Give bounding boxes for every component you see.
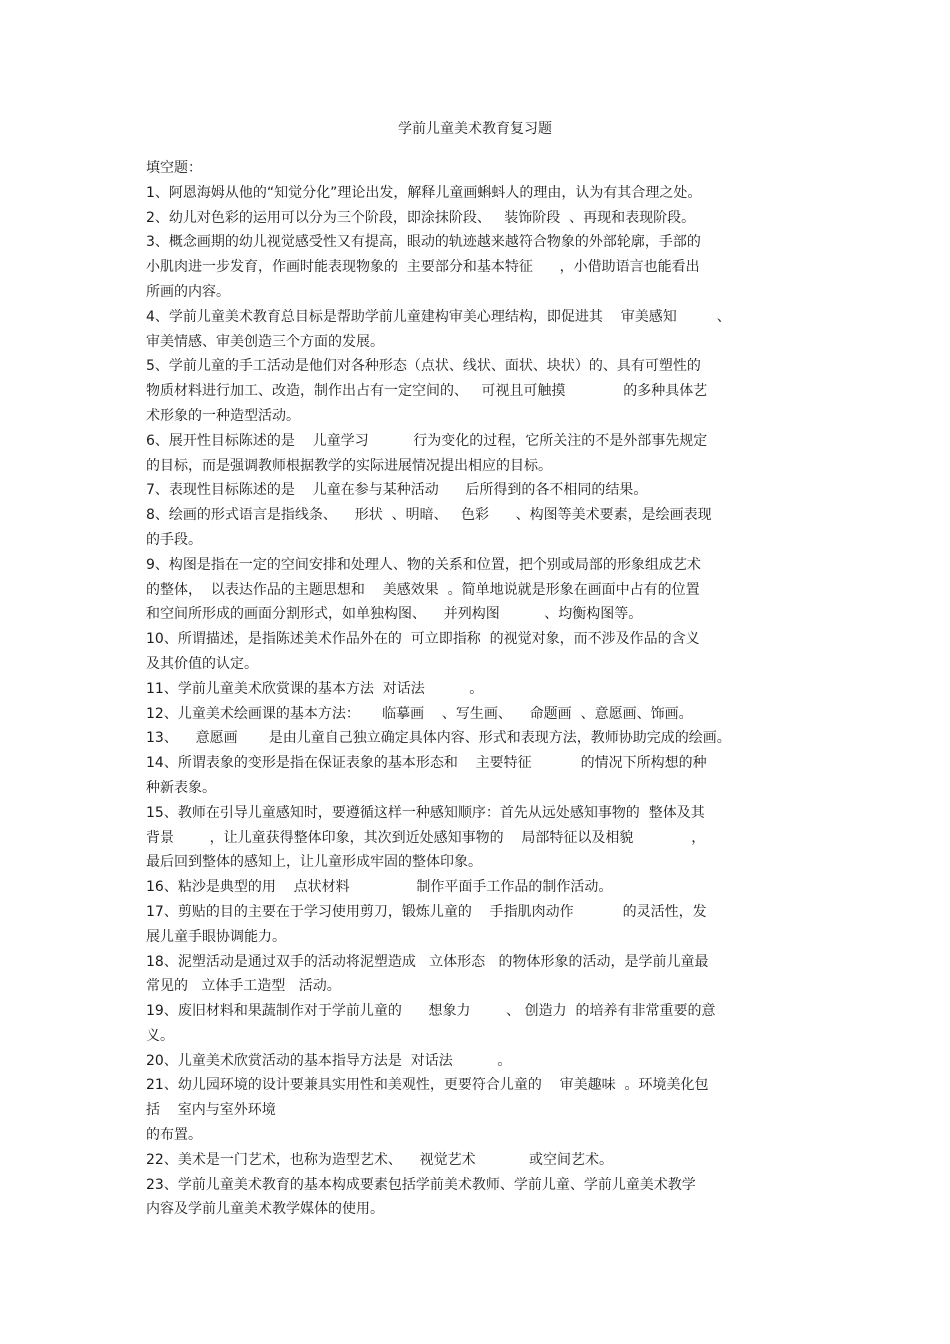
question-text-line: 术形象的一种造型活动。: [146, 407, 300, 424]
document-body: [146, 156, 826, 1222]
question-text-line: 16、粘沙是典型的用 点状材料 制作平面手工作品的制作活动。: [146, 879, 613, 896]
question-text-line: 小肌肉进一步发育，作画时能表现物象的 主要部分和基本特征 ，小借助语言也能看出: [146, 259, 700, 276]
question-text-line: 括 室内与室外环境: [146, 1102, 276, 1119]
question-text-line: 6、展开性目标陈述的是 儿童学习 行为变化的过程，它所关注的不是外部事先规定: [146, 432, 708, 449]
question-text-line: 最后回到整体的感知上，让儿童形成牢固的整体印象。: [146, 854, 482, 871]
question-text-line: 17、剪贴的目的主要在于学习使用剪刀，锻炼儿童的 手指肌肉动作 的灵活性，发: [146, 903, 707, 920]
question-text-line: 19、废旧材料和果蔬制作对于学前儿童的 想象力 、 创造力 的培养有非常重要的意: [146, 1003, 716, 1020]
question-text-line: 的布置。: [146, 1127, 202, 1144]
question-text-line: 10、所谓描述，是指陈述美术作品外在的 可立即指称 的视觉对象，而不涉及作品的含义: [146, 631, 700, 648]
question-text-line: 所画的内容。: [146, 283, 230, 300]
question-item: [146, 1148, 826, 1173]
question-item: [146, 305, 826, 355]
question-text-line: 21、幼儿园环境的设计要兼具实用性和美观性，更要符合儿童的 审美趣味 。环境美化包: [146, 1077, 709, 1094]
question-text-line: 审美情感、审美创造三个方面的发展。: [146, 333, 384, 350]
question-item: [146, 206, 826, 231]
question-item: [146, 627, 826, 677]
section-label: 填空题：: [146, 160, 202, 176]
question-text-line: 23、学前儿童美术教育的基本构成要素包括学前美术教师、学前儿童、学前儿童美术教学: [146, 1176, 696, 1193]
question-text-line: 种新表象。: [146, 779, 216, 796]
question-text-line: 的整体， 以表达作品的主题思想和 美感效果 。简单地说就是形象在画面中占有的位置: [146, 581, 700, 598]
question-text-line: 的手段。: [146, 531, 202, 548]
question-item: [146, 354, 826, 428]
question-item: [146, 1173, 826, 1223]
question-item: [146, 801, 826, 875]
question-text-line: 展儿童手眼协调能力。: [146, 928, 286, 945]
question-text-line: 和空间所形成的画面分割形式，如单独构图、 并列构图 、均衡构图等。: [146, 606, 643, 623]
question-text-line: 2、幼儿对色彩的运用可以分为三个阶段，即涂抹阶段、 装饰阶段 、再现和表现阶段。: [146, 209, 696, 226]
question-item: [146, 230, 826, 304]
question-text-line: 3、概念画期的幼儿视觉感受性又有提高，眼动的轨迹越来越符合物象的外部轮廓，手部的: [146, 234, 701, 251]
question-item: [146, 181, 826, 206]
page-title: 学前儿童美术教育复习题: [398, 121, 552, 137]
question-text-line: 物质材料进行加工、改造，制作出占有一定空间的、 可视且可触摸 的多种具体艺: [146, 383, 708, 400]
question-text-line: 及其价值的认定。: [146, 655, 258, 672]
question-text-line: 内容及学前儿童美术教学媒体的使用。: [146, 1201, 384, 1218]
question-text-line: 14、所谓表象的变形是指在保证表象的基本形态和 主要特征 的情况下所构想的种: [146, 755, 707, 772]
question-item: [146, 751, 826, 801]
question-text-line: 1、阿恩海姆从他的“知觉分化”理论出发，解释儿童画蝌蚪人的理由，认为有其合理之处。: [146, 184, 702, 201]
question-text-line: 9、构图是指在一定的空间安排和处理人、物的关系和位置，把个别或局部的形象组成艺术: [146, 556, 701, 573]
question-item: [146, 553, 826, 627]
question-item: [146, 900, 826, 950]
question-item: [146, 999, 826, 1049]
question-item: [146, 478, 826, 503]
question-text-line: 5、学前儿童的手工活动是他们对各种形态（点状、线状、面状、块状）的、具有可塑性的: [146, 358, 701, 375]
question-item: [146, 875, 826, 900]
question-text-line: 13、 意愿画 是由儿童自己独立确定具体内容、形式和表现方法，教师协助完成的绘画。: [146, 730, 731, 747]
question-text-line: 22、美术是一门艺术，也称为造型艺术、 视觉艺术 或空间艺术。: [146, 1151, 614, 1168]
question-item: [146, 702, 826, 727]
question-text-line: 12、儿童美术绘画课的基本方法： 临摹画 、写生画、 命题画 、意愿画、饰画。: [146, 705, 693, 722]
question-item: [146, 677, 826, 702]
question-text-line: 8、绘画的形式语言是指线条、 形状 、明暗、 色彩 、构图等美术要素，是绘画表现: [146, 507, 712, 524]
question-item: [146, 429, 826, 479]
question-text-line: 11、学前儿童美术欣赏课的基本方法 对话法 。: [146, 680, 484, 697]
question-text-line: 常见的 立体手工造型 活动。: [146, 978, 341, 995]
question-text-line: 背景 ，让儿童获得整体印象，其次到近处感知事物的 局部特征以及相貌 ，: [146, 829, 706, 846]
question-text-line: 20、儿童美术欣赏活动的基本指导方法是 对话法 。: [146, 1052, 512, 1069]
question-text-line: 义。: [146, 1027, 174, 1044]
question-text-line: 18、泥塑活动是通过双手的活动将泥塑造成 立体形态 的物体形象的活动，是学前儿童最: [146, 953, 709, 970]
question-text-line: 7、表现性目标陈述的是 儿童在参与某种活动 后所得到的各不相同的结果。: [146, 482, 648, 499]
question-text-line: 15、教师在引导儿童感知时，要遵循这样一种感知顺序：首先从远处感知事物的 整体及其: [146, 804, 705, 821]
question-text-line: 的目标，而是强调教师根据教学的实际进展情况提出相应的目标。: [146, 457, 552, 474]
question-item: [146, 950, 826, 1000]
question-item: [146, 726, 826, 751]
question-item: [146, 503, 826, 553]
question-item: [146, 1049, 826, 1074]
question-item: [146, 1073, 826, 1147]
question-text-line: 4、学前儿童美术教育总目标是帮助学前儿童建构审美心理结构，即促进其 审美感知 、: [146, 308, 731, 325]
